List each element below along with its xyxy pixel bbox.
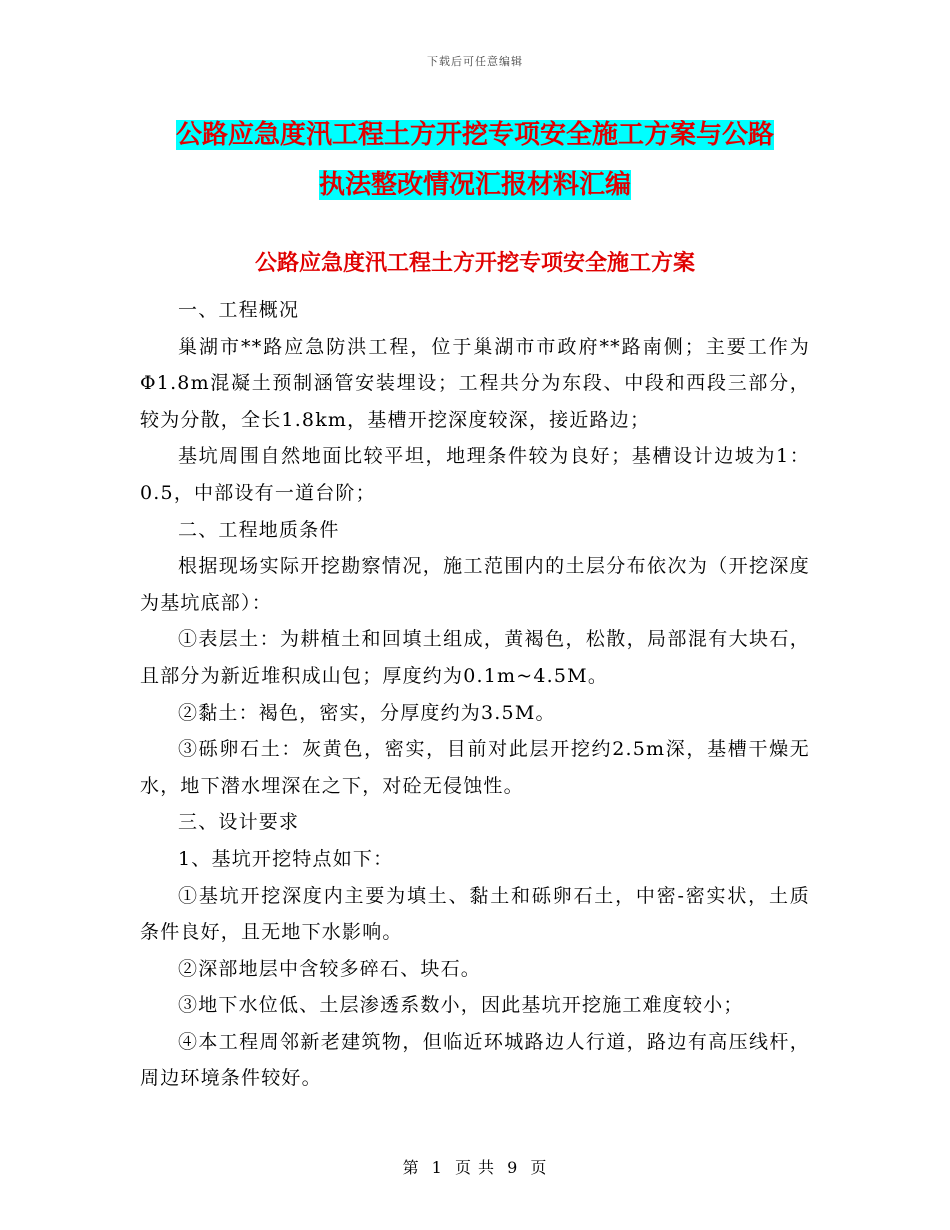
footer-suffix: 页 [530, 1158, 548, 1177]
paragraph: 巢湖市**路应急防洪工程，位于巢湖市市政府**路南侧；主要工作为 Φ1.8m混凝土预制涵管安装埋设；工程共分为东段、中段和西段三部分，较为分散，全长1.8km，基槽开挖深度较深，接近路边； [140, 335, 810, 431]
list-item: ①表层土：为耕植土和回填土组成，黄褐色，松散，局部混有大块石，且部分为新近堆积成山包；厚度约为0.1m~4.5M。 [140, 628, 810, 687]
footer-total-pages: 9 [507, 1158, 519, 1177]
subheading: 1、基坑开挖特点如下： [178, 847, 394, 870]
list-item: ③砾卵石土：灰黄色，密实，目前对此层开挖约2.5m深，基槽干燥无水，地下潜水埋深在之下，对砼无侵蚀性。 [140, 738, 810, 797]
main-title-line2: 执法整改情况汇报材料汇编 [318, 170, 631, 200]
footer-prefix: 第 [402, 1158, 420, 1177]
list-item: ②黏土：褐色，密实，分厚度约为3.5M。 [178, 701, 556, 724]
footer-page-number: 1 [431, 1158, 443, 1177]
document-body [140, 292, 810, 1097]
list-item: ②深部地层中含较多碎石、块石。 [178, 957, 482, 980]
list-item: ①基坑开挖深度内主要为填土、黏土和砾卵石土，中密-密实状，土质条件良好，且无地下水影响。 [140, 884, 810, 944]
header-note: 下载后可任意编辑 [427, 55, 523, 68]
heading-geology: 二、工程地质条件 [178, 518, 340, 541]
main-title-line1: 公路应急度汛工程土方开挖专项安全施工方案与公路 [175, 120, 774, 150]
paragraph: 基坑周围自然地面比较平坦，地理条件较为良好；基槽设计边坡为1：0.5，中部设有一道台阶； [140, 445, 810, 504]
footer-middle: 页 共 [454, 1158, 496, 1177]
page-number-footer [0, 1155, 950, 1178]
heading-design-requirements: 三、设计要求 [178, 811, 300, 834]
paragraph: 根据现场实际开挖勘察情况，施工范围内的土层分布依次为（开挖深度为基坑底部）： [140, 555, 810, 614]
list-item: ③地下水位低、土层渗透系数小，因此基坑开挖施工难度较小； [178, 994, 744, 1017]
list-item: ④本工程周邻新老建筑物，但临近环城路边人行道，路边有高压线杆，周边环境条件较好。 [140, 1030, 810, 1090]
heading-project-overview: 一、工程概况 [178, 299, 300, 321]
section-title: 公路应急度汛工程土方开挖专项安全施工方案 [254, 250, 695, 276]
document-main-title [140, 110, 810, 210]
